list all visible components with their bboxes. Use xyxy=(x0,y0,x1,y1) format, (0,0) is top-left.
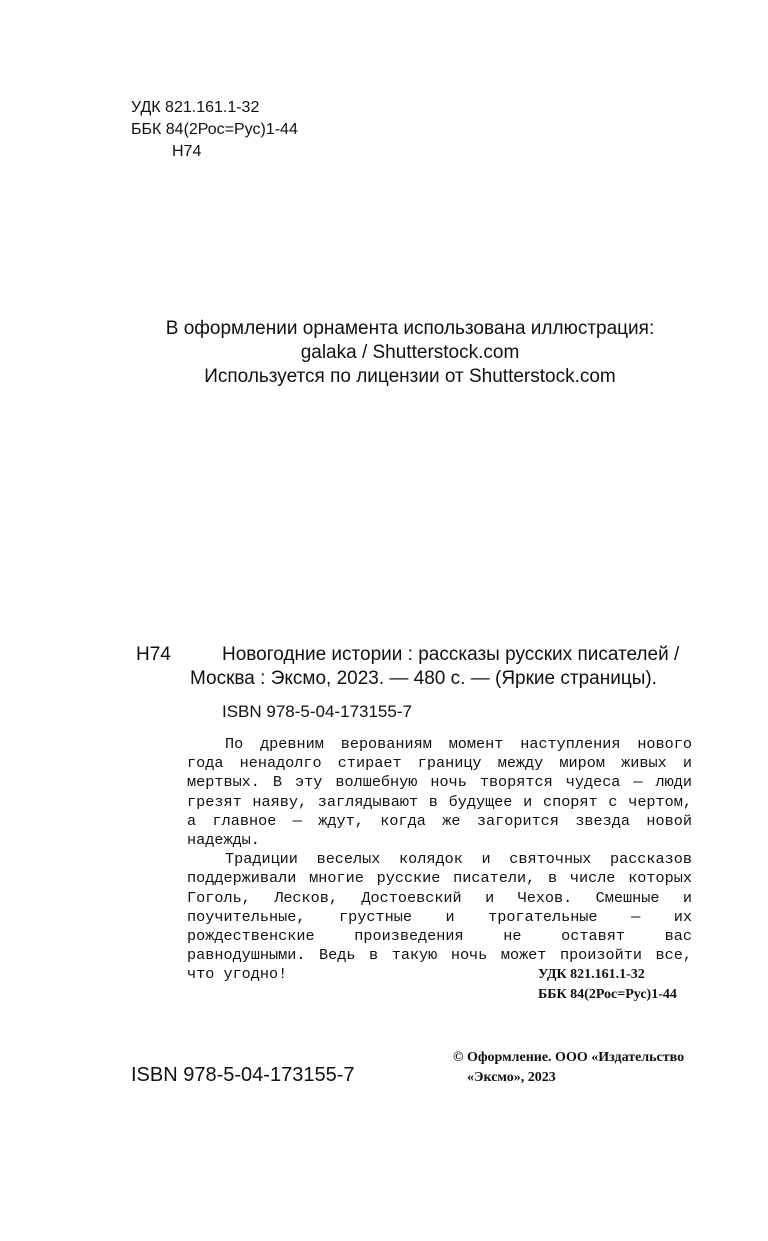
copyright-line-1: © Оформление. ООО «Издательство xyxy=(453,1050,685,1065)
bottom-bbk-code: ББК 84(2Рос=Рус)1-44 xyxy=(538,987,677,1002)
credits-line-3: Используется по лицензии от Shutterstock.com xyxy=(204,366,616,387)
publisher-info: Москва : Эксмо, 2023. — 480 с. — (Яркие страницы). xyxy=(190,668,657,689)
biblio-isbn: ISBN 978-5-04-173155-7 xyxy=(222,702,412,721)
annotation-paragraph-1: По древним верованиям момент наступления нового года ненадолго стирает границу между миром живых и мертвых. В эту волшебную ночь творятся чудеса — люди грезят наяву, заглядывают в будущее и спорят с чертом, а главное — ждут, когда же загорится звезда новой надежды. xyxy=(187,735,692,850)
bbk-code: ББК 84(2Рос=Рус)1-44 xyxy=(131,121,298,138)
credits-line-2: galaka / Shutterstock.com xyxy=(300,342,520,363)
biblio-author-mark: Н74 xyxy=(136,644,171,665)
udk-code: УДК 821.161.1-32 xyxy=(131,99,260,116)
bottom-udk-code: УДК 821.161.1-32 xyxy=(538,967,645,982)
copyright-line-2: «Эксмо», 2023 xyxy=(467,1070,556,1085)
author-mark: Н74 xyxy=(172,143,202,160)
credits-line-1: В оформлении орнамента использована иллюстрация: xyxy=(165,318,655,339)
annotation-paragraph-2: Традиции веселых колядок и святочных рассказов поддерживали многие русские писатели, в числе которых Гоголь, Лесков, Достоевский и Чехов. Смешные и поучительные, грустные и трогательные — их рождественские произведения не оставят вас равнодушными. Ведь в такую ночь может произойти все, что угодно! xyxy=(187,850,692,984)
footer-isbn: ISBN 978-5-04-173155-7 xyxy=(131,1064,355,1086)
annotation xyxy=(187,735,692,985)
book-title: Новогодние истории : рассказы русских писателей / xyxy=(222,644,680,665)
